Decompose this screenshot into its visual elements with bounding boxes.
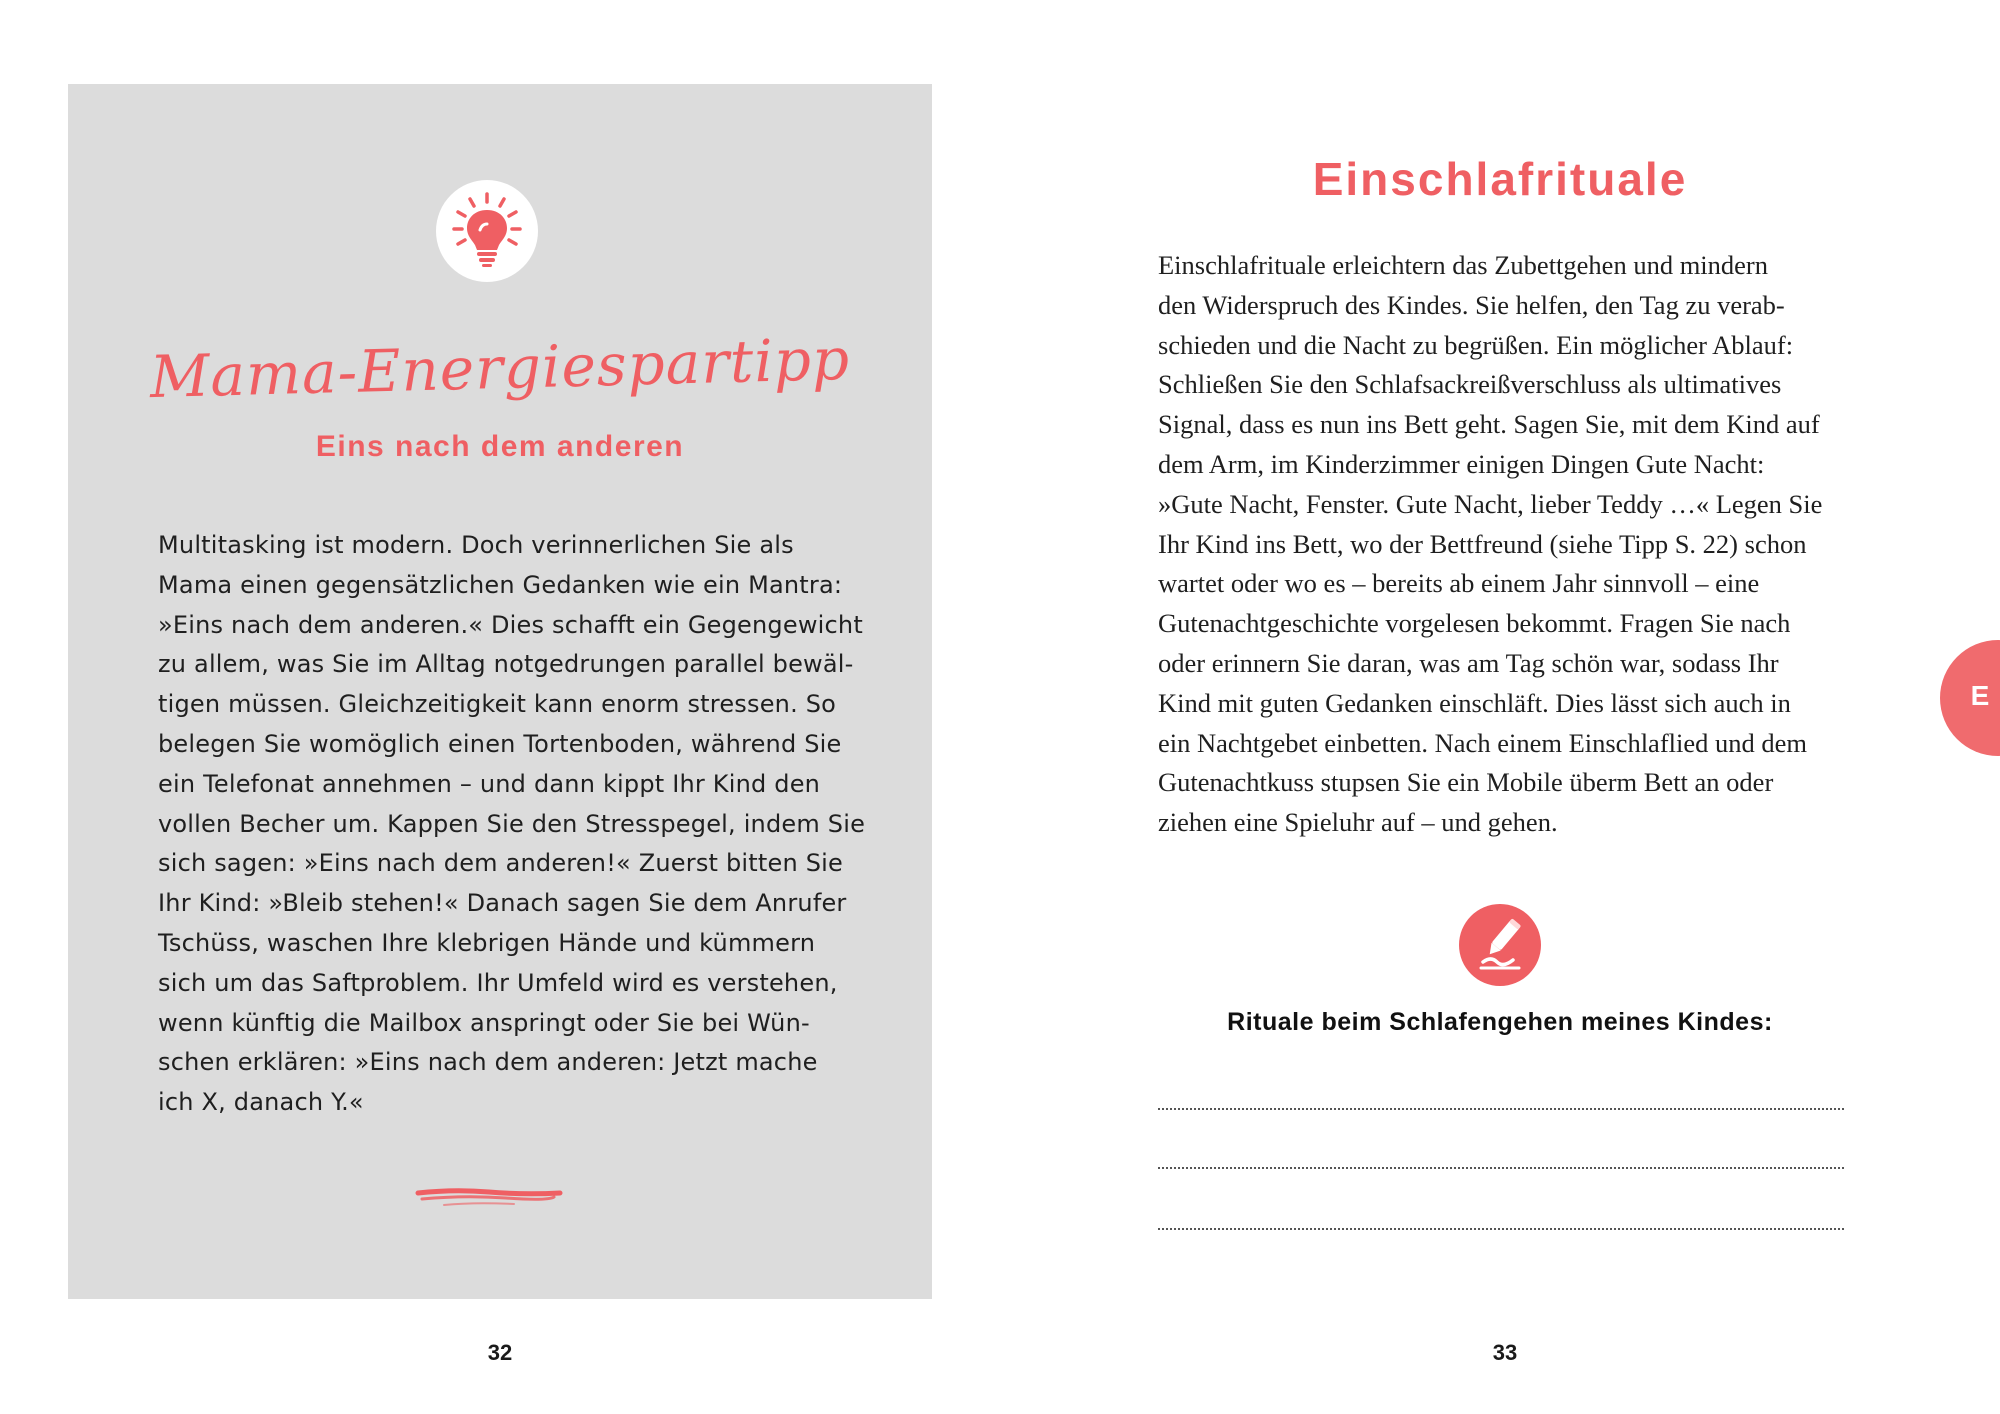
tip-body-line: belegen Sie womöglich einen Tortenboden, während Sie bbox=[158, 729, 842, 758]
tip-body-line: sich um das Saftproblem. Ihr Umfeld wird es verstehen, bbox=[158, 968, 838, 997]
article-body-line: ein Nachtgebet einbetten. Nach einem Einschlaflied und dem bbox=[1158, 727, 1808, 758]
write-line bbox=[1158, 1108, 1844, 1110]
write-line bbox=[1158, 1167, 1844, 1169]
tip-body-line: Tschüss, waschen Ihre klebrigen Hände und kümmern bbox=[158, 928, 816, 957]
page-title: Einschlafrituale bbox=[1312, 153, 1688, 205]
article-body-line: Gutenachtgeschichte vorgelesen bekommt. Fragen Sie nach bbox=[1158, 608, 1791, 639]
article-body bbox=[1158, 246, 1858, 843]
article-body-line: Gutenachtkuss stupsen Sie ein Mobile überm Bett an oder bbox=[1158, 767, 1774, 798]
article-body-line: Schließen Sie den Schlafsackreißverschluss als ultimatives bbox=[1158, 369, 1782, 400]
section-tab[interactable] bbox=[1940, 640, 2000, 756]
write-line bbox=[1158, 1228, 1844, 1230]
tip-body-line: ein Telefonat annehmen – und dann kippt Ihr Kind den bbox=[158, 769, 821, 798]
article-body-line: dem Arm, im Kinderzimmer einigen Dingen Gute Nacht: bbox=[1158, 448, 1765, 479]
tip-body-line: schen erklären: »Eins nach dem anderen: Jetzt mache bbox=[158, 1048, 818, 1077]
tip-body-line: Multitasking ist modern. Doch verinnerlichen Sie als bbox=[158, 531, 794, 559]
section-tab-label: E bbox=[1970, 680, 1990, 711]
tip-body-line: sich sagen: »Eins nach dem anderen!« Zuerst bitten Sie bbox=[158, 849, 843, 878]
lightbulb-icon bbox=[436, 180, 538, 282]
article-body-line: »Gute Nacht, Fenster. Gute Nacht, lieber Teddy …« Legen Sie bbox=[1158, 488, 1823, 519]
article-body-line: schieden und die Nacht zu begrüßen. Ein möglicher Ablauf: bbox=[1158, 329, 1794, 360]
tip-body-line: vollen Becher um. Kappen Sie den Stresspegel, indem Sie bbox=[158, 809, 866, 838]
tip-title: Mama-Energiespartipp bbox=[149, 324, 851, 412]
pencil-write-icon bbox=[1459, 904, 1541, 986]
tip-box bbox=[68, 84, 932, 1299]
article-body-line: den Widerspruch des Kindes. Sie helfen, den Tag zu verab- bbox=[1158, 289, 1785, 320]
article-body-line: Ihr Kind ins Bett, wo der Bettfreund (siehe Tipp S. 22) schon bbox=[1158, 528, 1807, 559]
brush-stroke-divider bbox=[414, 1184, 564, 1210]
article-body-line: wartet oder wo es – bereits ab einem Jahr sinnvoll – eine bbox=[1158, 568, 1760, 599]
tip-body-line: ich X, danach Y.« bbox=[158, 1088, 364, 1117]
tip-body-line: Ihr Kind: »Bleib stehen!« Danach sagen Sie dem Anrufer bbox=[158, 889, 847, 918]
article-body-line: ziehen eine Spieluhr auf – und gehen. bbox=[1158, 807, 1558, 838]
page-number-right: 33 bbox=[1492, 1340, 1518, 1365]
tip-body-line: »Eins nach dem anderen.« Dies schafft ein Gegengewicht bbox=[158, 610, 863, 639]
tip-body-line: wenn künftig die Mailbox anspringt oder Sie bei Wün- bbox=[158, 1008, 810, 1037]
article-body-line: Kind mit guten Gedanken einschläft. Dies lässt sich auch in bbox=[1158, 687, 1791, 718]
article-body-line: Einschlafrituale erleichtern das Zubettgehen und mindern bbox=[1158, 250, 1769, 280]
tip-body bbox=[158, 526, 866, 1123]
tip-body-line: zu allem, was Sie im Alltag notgedrungen parallel bewäl- bbox=[158, 650, 854, 679]
article-body-line: oder erinnern Sie daran, was am Tag schön war, sodass Ihr bbox=[1158, 647, 1779, 678]
page-number-left: 32 bbox=[487, 1340, 513, 1365]
tip-body-line: tigen müssen. Gleichzeitigkeit kann enorm stressen. So bbox=[158, 690, 837, 719]
tip-body-line: Mama einen gegensätzlichen Gedanken wie ein Mantra: bbox=[158, 570, 843, 599]
article-body-line: Signal, dass es nun ins Bett geht. Sagen Sie, mit dem Kind auf bbox=[1158, 409, 1820, 440]
notes-heading: Rituale beim Schlafengehen meines Kindes: bbox=[1227, 1008, 1773, 1036]
tip-subtitle: Eins nach dem anderen bbox=[315, 430, 685, 463]
